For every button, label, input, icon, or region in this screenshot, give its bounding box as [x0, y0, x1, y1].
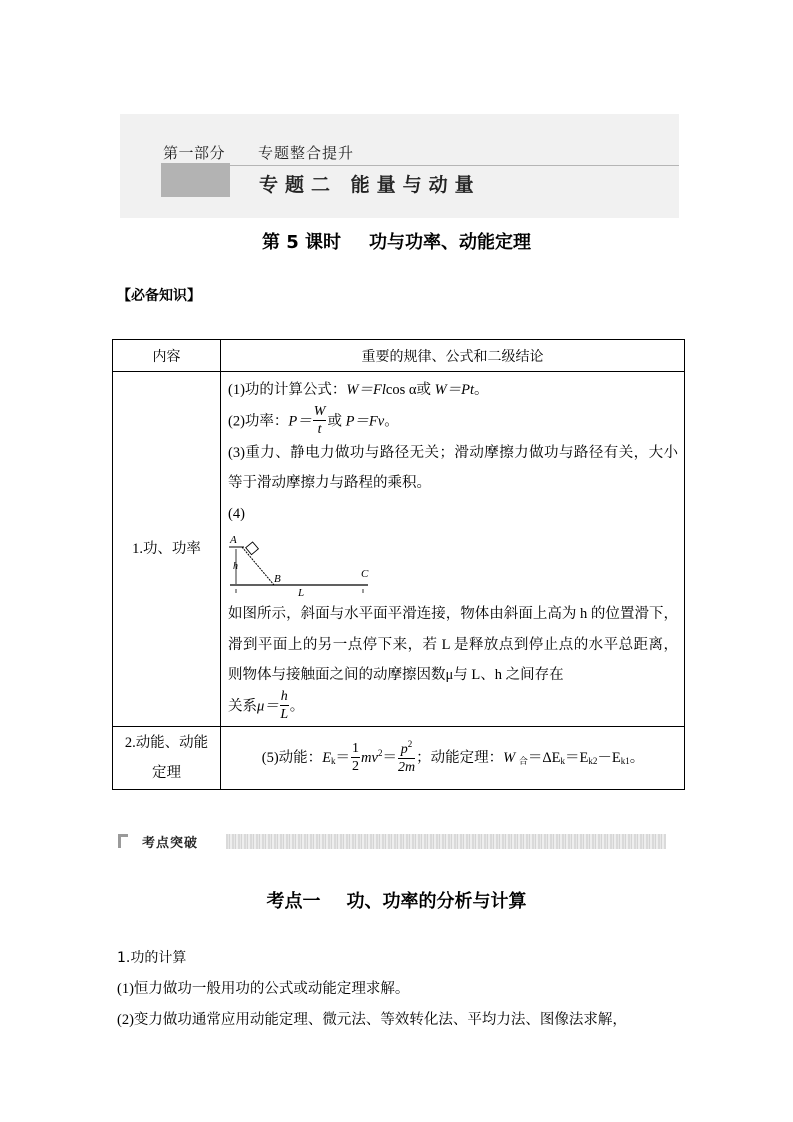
item-1: (1)功的计算公式：W＝Flcos α或 W＝Pt。	[228, 382, 489, 398]
svg-text:h: h	[233, 561, 238, 572]
must-know-heading: 【必备知识】	[117, 288, 201, 304]
chapter-banner	[120, 114, 679, 218]
row-topic: 2.动能、动能 定理	[113, 726, 221, 789]
part-subtitle: 专题整合提升	[258, 144, 355, 162]
keypoint-name: 功、功率的分析与计算	[346, 891, 527, 912]
banner-gray-block	[161, 163, 230, 197]
item-2: (2)功率：P＝ $\frac{W}{t}$ 或 P＝Fv。	[228, 403, 399, 437]
row-content	[221, 372, 685, 727]
bracket-icon	[118, 834, 128, 848]
item-3: (3)重力、静电力做功与路径无关；滑动摩擦力做功与路径有关，大小等于滑动摩擦力与路程的乘积。	[228, 444, 678, 491]
knowledge-table	[112, 339, 685, 790]
header-rules: 重要的规律、公式和二级结论	[221, 340, 685, 372]
sub-heading: 1.功的计算	[117, 950, 187, 966]
banner-divider	[229, 165, 679, 166]
item-4-relation: 关系μ＝ $\frac{h}{L}$ 。	[228, 688, 305, 722]
keypoint-title	[0, 887, 793, 913]
item-5: (5)动能：$E_k=$ $\frac{1}{2}$ $mv^2=$ $\frac{p^2}{2m}$ ；动能定理：W $_合=\Delta E_k=E_{k2}-E_{k1}$。	[261, 739, 645, 776]
lesson-title	[0, 228, 793, 254]
item-4-text: 如图所示，斜面与水平面平滑连接，物体由斜面上高为 h 的位置滑下，滑到平面上的另一点停下来，若 L 是释放点到停止点的水平总距离，则物体与接触面之间的动摩擦因数μ与 L、h 之间存在	[228, 606, 678, 683]
svg-text:L: L	[298, 587, 305, 597]
fraction-h-over-l: $\frac{h}{L}$	[280, 688, 289, 722]
header-content: 内容	[113, 340, 221, 372]
part-label: 第一部分	[163, 144, 226, 162]
paragraph: (2)变力做功通常应用动能定理、微元法、等效转化法、平均力法、图像法求解，	[117, 1012, 627, 1028]
svg-text:C: C	[361, 568, 369, 580]
keypoint-number: 考点一	[266, 891, 321, 912]
table-row	[113, 726, 685, 789]
topic-title: 专题二 能量与动量	[259, 174, 481, 196]
paragraph: (1)恒力做功一般用功的公式或动能定理求解。	[117, 981, 410, 997]
label-a: A	[230, 534, 237, 546]
section-bar	[118, 832, 668, 850]
item-4-label: (4)	[228, 505, 245, 522]
svg-text:B: B	[274, 573, 281, 585]
lesson-number: 第 5 课时	[261, 232, 342, 253]
section-strip	[226, 834, 666, 849]
table-row	[113, 372, 685, 727]
section-label: 考点突破	[142, 836, 199, 851]
lesson-name: 功与功率、动能定理	[369, 232, 532, 253]
row-topic: 1.功、功率	[113, 372, 221, 727]
table-header-row	[113, 340, 685, 372]
row-content	[221, 726, 685, 789]
fraction-w-over-t: $\frac{W}{t}$	[313, 403, 326, 437]
incline-diagram	[228, 531, 378, 597]
